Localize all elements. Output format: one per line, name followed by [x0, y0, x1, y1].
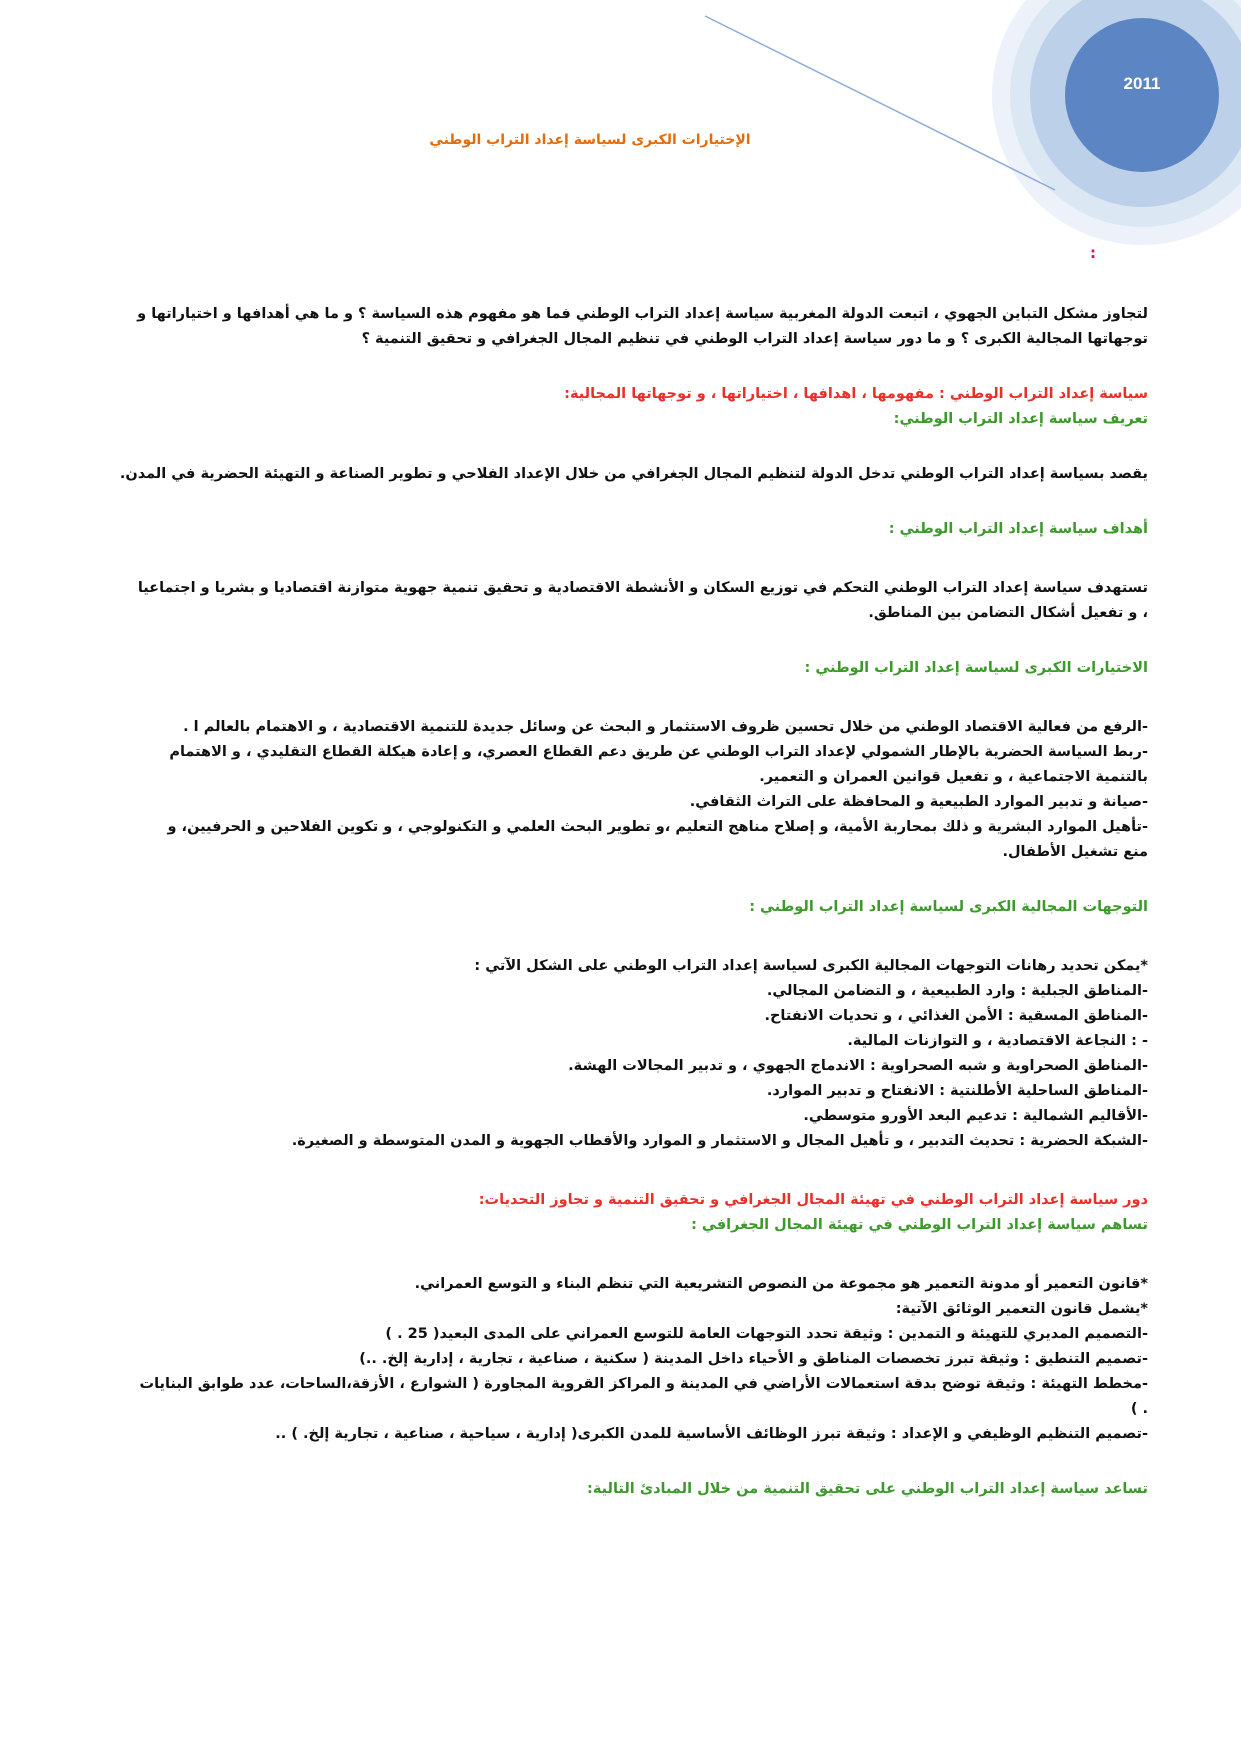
- document-body: [80, 302, 1148, 1502]
- urbanism-line: . ): [1130, 1401, 1148, 1417]
- section2-title: دور سياسة إعداد التراب الوطني في تهيئة المجال الجغرافي و تحقيق التنمية و تجاوز التحديات:: [478, 1192, 1148, 1208]
- choice-line: -صيانة و تدبير الموارد الطبيعية و المحافظة على التراث الثقافي.: [689, 794, 1148, 810]
- urbanism-line: -مخطط التهيئة : وثيقة توضح بدقة استعمالات الأراضي في المدينة و المراكز القروية المجاورة ( الشوارع ، الأزقة،الساحات، عدد طوابق البنايات: [139, 1376, 1148, 1392]
- choice-line: بالتنمية الاجتماعية ، و تفعيل قوانين العمران و التعمير.: [759, 769, 1148, 785]
- year-label: 2011: [1123, 74, 1161, 93]
- orientations-title: التوجهات المجالية الكبرى لسياسة إعداد التراب الوطني :: [749, 899, 1148, 915]
- year-circle: [1065, 18, 1219, 172]
- urbanism-line: *يشمل قانون التعمير الوثائق الآتية:: [895, 1301, 1148, 1317]
- section1-title: سياسة إعداد التراب الوطني : مفهومها ، اهدافها ، اختياراتها ، و توجهاتها المجالية:: [564, 386, 1148, 402]
- orientation-line: -المناطق الصحراوية و شبه الصحراوية : الاندماج الجهوي ، و تدبير المجالات الهشة.: [568, 1058, 1148, 1074]
- document-header-title: الإختيارات الكبرى لسياسة إعداد التراب الوطني: [429, 132, 751, 148]
- intro-line: توجهاتها المجالية الكبرى ؟ و ما دور سياسة إعداد التراب الوطني في تنظيم المجال الجغرافي و تحقيق التنمية ؟: [361, 331, 1148, 347]
- choice-line: -الرفع من فعالية الاقتصاد الوطني من خلال تحسين ظروف الاستثمار و البحث عن وسائل جديدة للتنمية الاقتصادية ، و الاهتمام بالعالم ا .: [183, 719, 1148, 735]
- orientation-line: - : النجاعة الاقتصادية ، و التوازنات المالية.: [847, 1033, 1148, 1049]
- header-decoration: [0, 0, 1241, 260]
- urbanism-line: -تصميم التنظيم الوظيفي و الإعداد : وثيقة تبرز الوظائف الأساسية للمدن الكبرى( إدارية ، سياحية ، صناعية ، تجارية إلخ. ) ..: [275, 1426, 1148, 1442]
- orientation-line: -الشبكة الحضرية : تحديث التدبير ، و تأهيل المجال و الاستثمار و الموارد والأقطاب الجهوية و المدن المتوسطة و الصغيرة.: [291, 1133, 1148, 1149]
- urbanism-line: -تصميم التنطيق : وثيقة تبرز تخصصات المناطق و الأحياء داخل المدينة ( سكنية ، صناعية ، تجارية ، إدارية إلخ. ..): [359, 1351, 1148, 1367]
- section2-subtitle: تساهم سياسة إعداد التراب الوطني في تهيئة المجال الجغرافي :: [691, 1217, 1148, 1233]
- definition-title: تعريف سياسة إعداد التراب الوطني:: [893, 411, 1148, 427]
- definition-text: يقصد بسياسة إعداد التراب الوطني تدخل الدولة لتنظيم المجال الجغرافي من خلال الإعداد الفلاحي و تطوير الصناعة و التهيئة الحضرية في المدن.: [119, 466, 1148, 482]
- orientation-line: *يمكن تحديد رهانات التوجهات المجالية الكبرى لسياسة إعداد التراب الوطني على الشكل الآتي :: [474, 958, 1148, 974]
- intro-line: لتجاوز مشكل التباين الجهوي ، اتبعت الدولة المغربية سياسة إعداد التراب الوطني فما هو مفهوم هذه السياسة ؟ و ما هي أهدافها و اختياراتها و: [137, 306, 1148, 322]
- choice-line: منع تشغيل الأطفال.: [1002, 844, 1148, 860]
- choice-line: -تأهيل الموارد البشرية و ذلك بمحاربة الأمية، و إصلاح مناهج التعليم ،و تطوير البحث العلمي و التكنولوجي ، و تكوين الفلاحين و الحرفيين، و: [167, 819, 1148, 835]
- choice-line: -ربط السياسة الحضرية بالإطار الشمولي لإعداد التراب الوطني عن طريق دعم القطاع العصري، و إعادة هيكلة القطاع التقليدي ، و الاهتمام: [169, 744, 1148, 760]
- urbanism-line: -التصميم المديري للتهيئة و التمدين : وثيقة تحدد التوجهات العامة للتوسع العمراني على المدى البعيد( 25 . ): [385, 1326, 1148, 1342]
- orientation-line: -المناطق الساحلية الأطلنتية : الانفتاح و تدبير الموارد.: [766, 1083, 1148, 1099]
- goals-line: تستهدف سياسة إعداد التراب الوطني التحكم في توزيع السكان و الأنشطة الاقتصادية و تحقيق تنمية جهوية متوازنة اقتصاديا و بشريا و اجتماعيا: [137, 580, 1148, 596]
- closing-title: تساعد سياسة إعداد التراب الوطني على تحقيق التنمية من خلال المبادئ التالية:: [587, 1481, 1148, 1497]
- orientation-line: -المناطق المسقية : الأمن الغذائي ، و تحديات الانفتاح.: [764, 1008, 1148, 1024]
- orientation-line: -الأقاليم الشمالية : تدعيم البعد الأورو متوسطي.: [803, 1108, 1148, 1124]
- orientation-line: -المناطق الجبلية : وارد الطبيعية ، و التضامن المجالي.: [766, 983, 1148, 999]
- colon-marker: :: [1090, 244, 1096, 262]
- choices-title: الاختيارات الكبرى لسياسة إعداد التراب الوطني :: [804, 660, 1148, 676]
- goals-line: ، و تفعيل أشكال التضامن بين المناطق.: [868, 605, 1148, 621]
- urbanism-line: *قانون التعمير أو مدونة التعمير هو مجموعة من النصوص التشريعية التي تنظم البناء و التوسع العمراني.: [414, 1276, 1148, 1292]
- goals-title: أهداف سياسة إعداد التراب الوطني :: [888, 521, 1148, 537]
